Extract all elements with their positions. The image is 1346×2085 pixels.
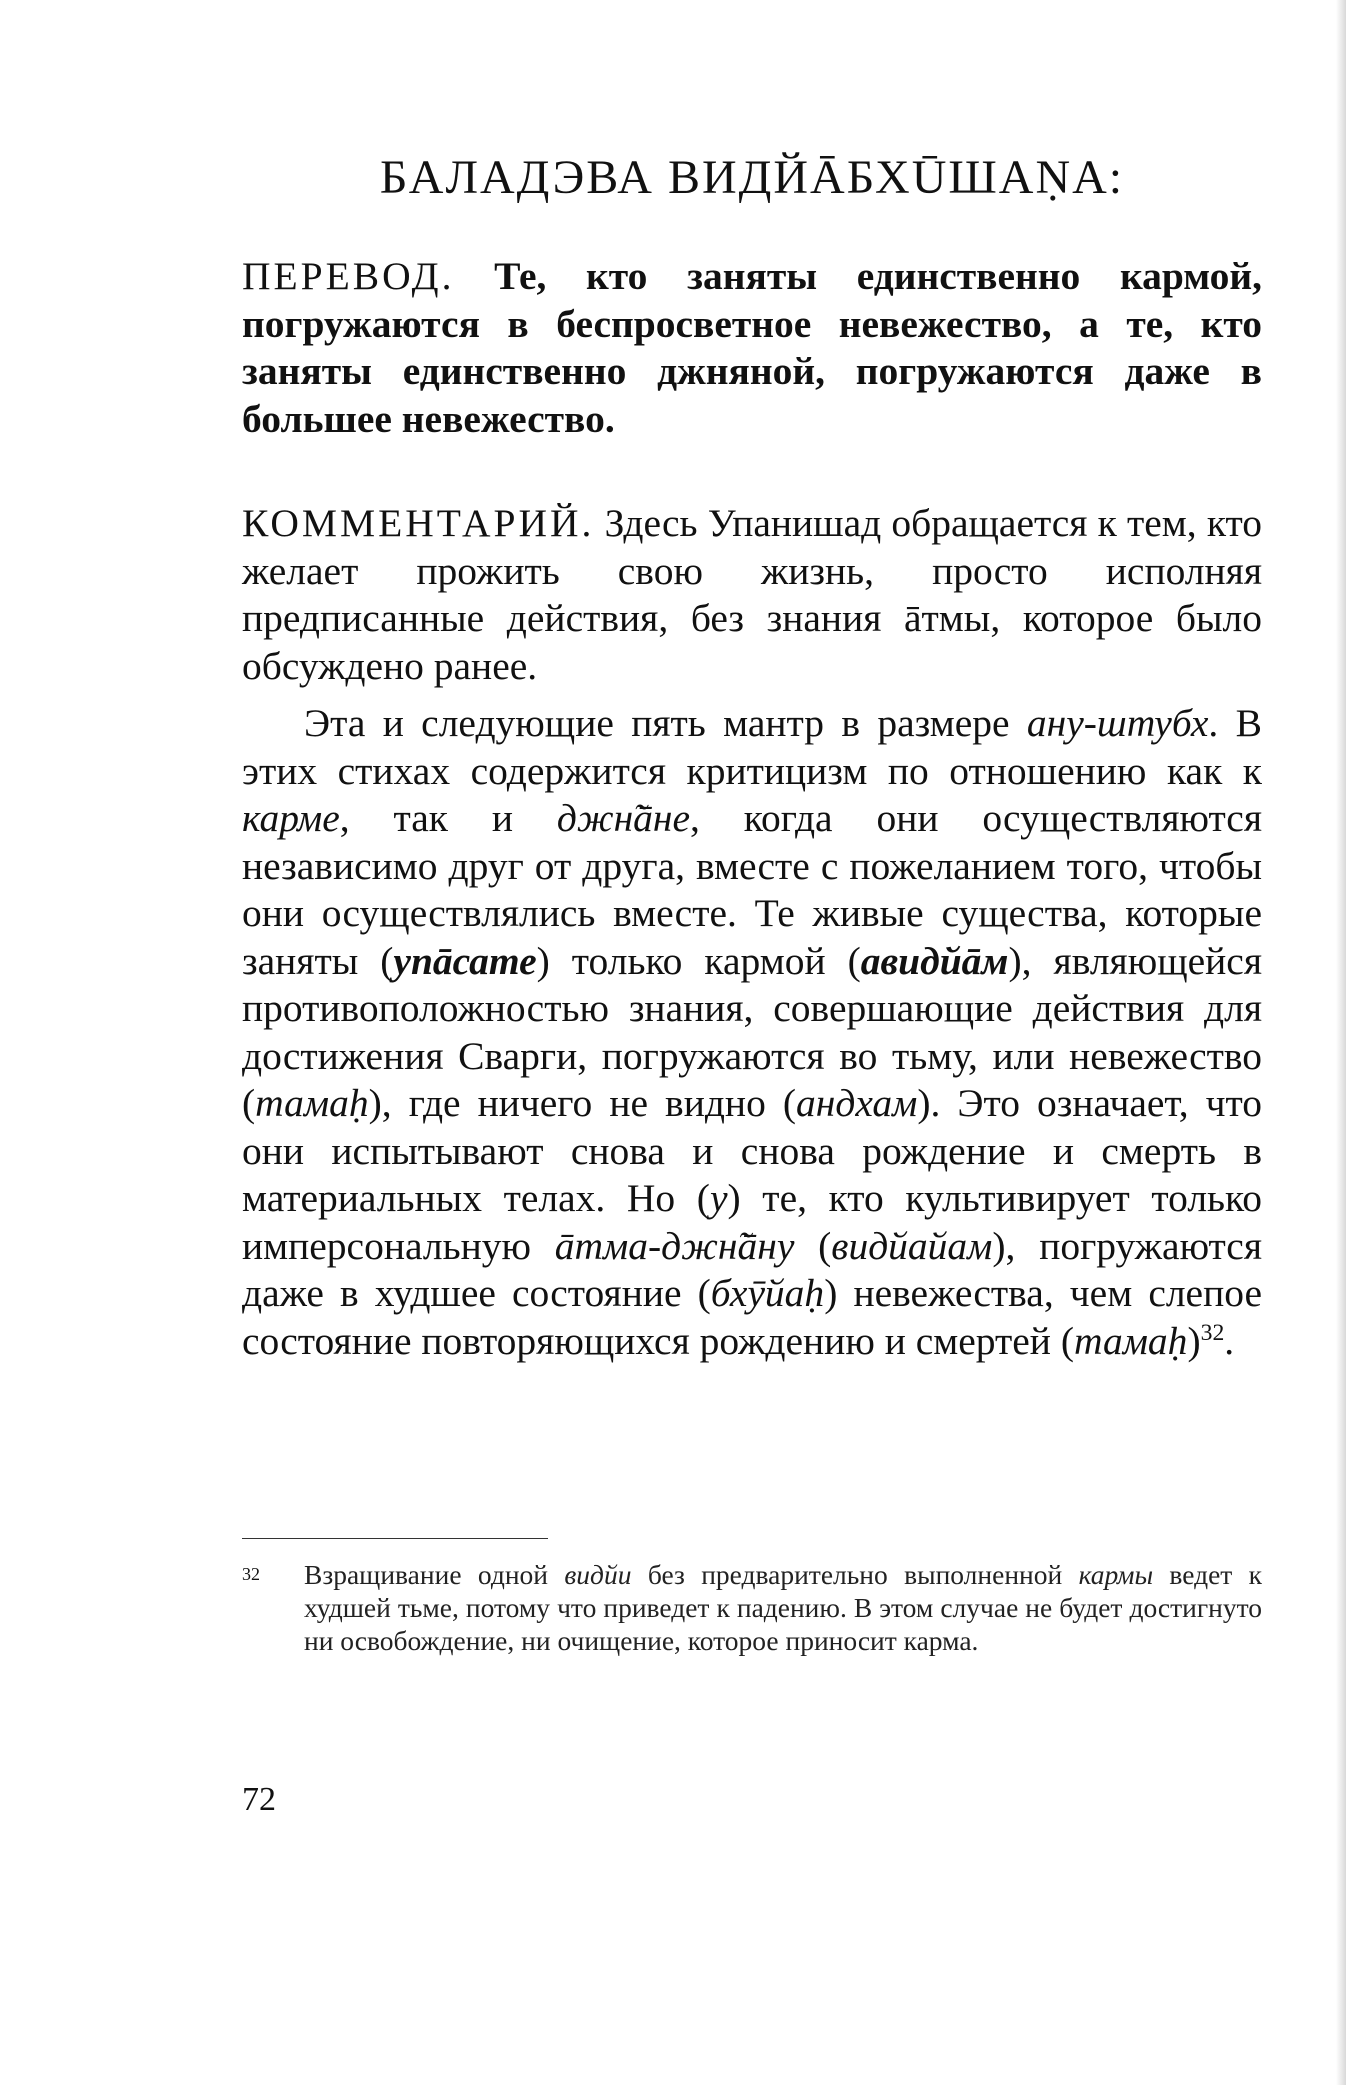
sanskrit-term: андхам — [796, 1081, 918, 1125]
text-run: . В этих стихах содержится критицизм по отношению как к — [242, 701, 1262, 793]
sanskrit-term: ану-штубх — [1026, 701, 1209, 745]
footnote-number: 32 — [242, 1564, 260, 1584]
sanskrit-term: видйайам — [831, 1223, 993, 1268]
text-run: ( — [794, 1223, 832, 1268]
sanskrit-term: авидйāм — [860, 938, 1009, 983]
commentary-paragraph-2 — [242, 700, 1262, 1365]
text-run: ) — [1187, 1318, 1201, 1363]
text-run: Эта и следующие пять мантр в размере — [304, 701, 1027, 745]
text-run: Взращивание одной — [304, 1559, 565, 1590]
footnote-divider — [242, 1538, 548, 1539]
sanskrit-term: упāсате — [393, 938, 537, 983]
text-run: ) те, кто культивирует только имперсональную — [242, 1176, 1262, 1268]
footnote-text — [304, 1558, 1262, 1657]
commentary-paragraph — [242, 500, 1262, 690]
sanskrit-term: āтма-джн̃āну — [554, 1223, 795, 1268]
translation-label: ПЕРЕВОД. — [242, 254, 455, 298]
text-run: . — [1224, 1318, 1235, 1363]
page-number: 72 — [242, 1781, 276, 1818]
text-run: без предварительно выполненной — [631, 1559, 1079, 1590]
sanskrit-term: кармы — [1078, 1559, 1154, 1590]
text-run: ) невежества, чем слепое состояние повторяющихся рождению и смертей ( — [242, 1271, 1262, 1363]
sanskrit-term: бхӯйаḥ — [710, 1271, 825, 1315]
page-edge — [1336, 0, 1346, 2085]
text-run: ), являющейся противоположностью знания, совершающие действия для достижения Сварги, погружаются во тьму, или невежество ( — [242, 938, 1262, 1125]
sanskrit-term: карме — [242, 796, 340, 840]
footnote — [242, 1558, 1262, 1657]
sanskrit-term: джн̃āне — [556, 796, 691, 840]
translation-paragraph — [242, 253, 1262, 443]
text-run: ), где ничего не видно ( — [368, 1081, 797, 1125]
sanskrit-term: у — [709, 1176, 728, 1220]
sanskrit-term: тамаḥ — [1073, 1318, 1188, 1363]
text-run: ) только кармой ( — [536, 938, 861, 983]
sanskrit-term: тамаḥ — [255, 1081, 369, 1125]
commentary-label: КОММЕНТАРИЙ. — [242, 501, 595, 545]
sanskrit-term: видйи — [564, 1559, 632, 1590]
footnote-reference: 32 — [1200, 1319, 1225, 1346]
text-run: ). Это означает, что они испытывают снова и снова рождение и смерть в материальных телах. Но ( — [242, 1081, 1262, 1220]
running-header: БАЛАДЭВА ВИДЙĀБХŪШАṆА: — [379, 151, 1125, 204]
translation-text: Те, кто заняты единственно кармой, погружаются в беспросветное невежество, а те, кто заняты единственно джняной, погружаются даже в большее невежество. — [242, 254, 1263, 441]
text-run: , так и — [339, 796, 557, 840]
text-run: , когда они осуществляются независимо друг от друга, вместе с пожеланием того, чтобы они осуществлялись вместе. Те живые существа, которые заняты ( — [242, 796, 1262, 983]
text-run: ), погружаются даже в худшее состояние ( — [242, 1223, 1263, 1315]
commentary-text: Здесь Упанишад обращается к тем, кто желает прожить свою жизнь, просто исполняя предписанные действия, без знания āтмы, которое было обсуждено ранее. — [242, 501, 1262, 688]
text-run: ведет к худшей тьме, потому что приведет к падению. В этом случае не будет достигнуто ни освобождение, ни очищение, которое приносит карма. — [304, 1559, 1263, 1656]
